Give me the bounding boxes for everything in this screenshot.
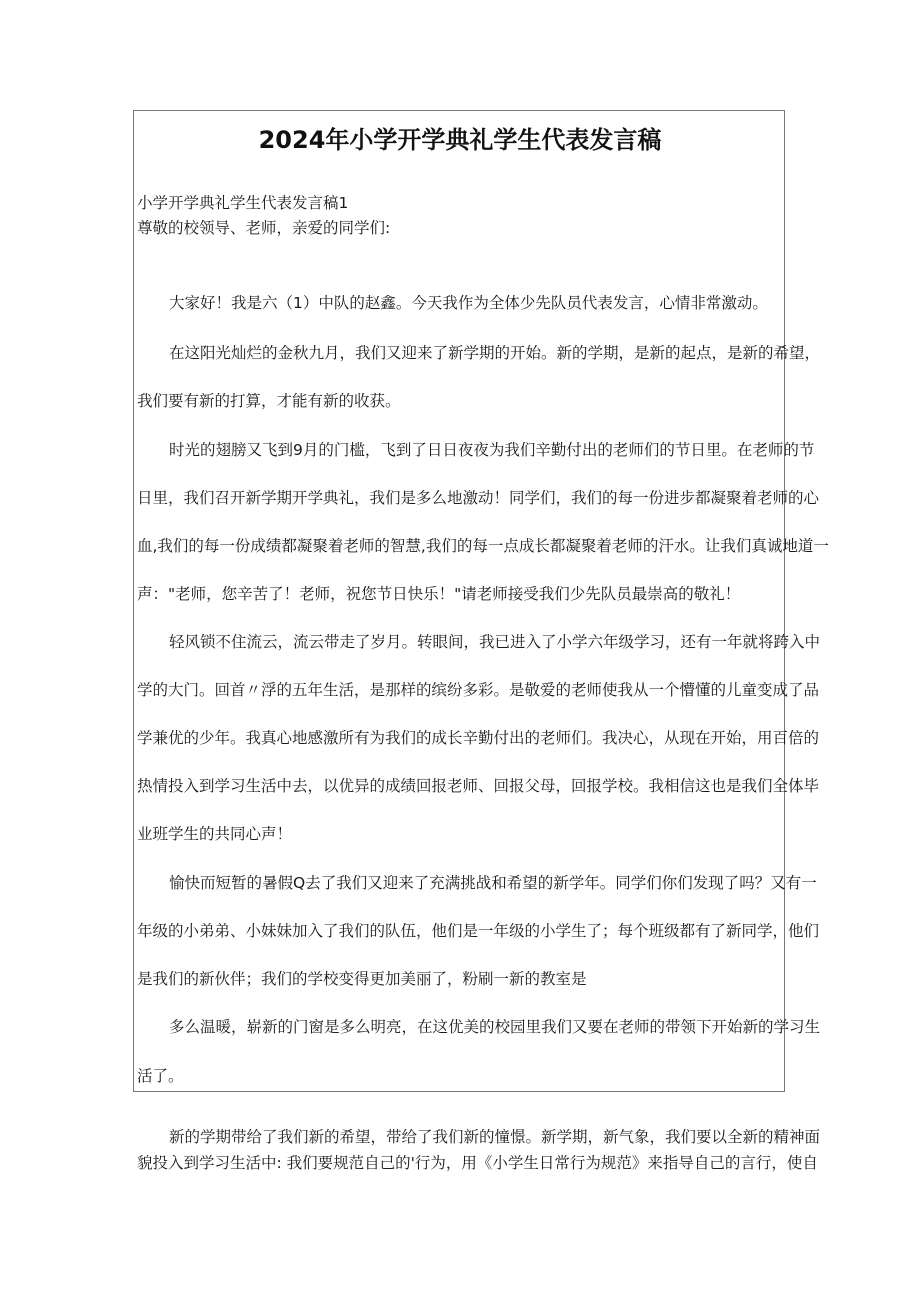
text-line: 轻风锁不住流云，流云带走了岁月。转眼间，我已进入了小学六年级学习，还有一年就将跨入中	[169, 633, 821, 651]
text-line: 热情投入到学习生活中去，以优异的成绩回报老师、回报父母，回报学校。我相信这也是我们全体毕	[137, 777, 820, 795]
footer-text-line: 貌投入到学习生活中: 我们要规范自己的'行为，用《小学生日常行为规范》来指导自己的言行，使自	[137, 1154, 818, 1172]
text-line: 大家好！我是六（1）中队的赵鑫。今天我作为全体少先队员代表发言，心情非常激动。	[169, 294, 768, 312]
document-title: 2024年小学开学典礼学生代表发言稿	[258, 126, 662, 154]
text-line: 时光的翅膀又飞到9月的门槛，飞到了日日夜夜为我们辛勤付出的老师们的节日里。在老师的节	[169, 441, 815, 459]
section-heading: 小学开学典礼学生代表发言稿1	[137, 194, 349, 212]
text-line: 活了。	[137, 1067, 184, 1085]
text-line: 日里，我们召开新学期开学典礼，我们是多么地激动！同学们，我们的每一份进步都凝聚着老师的心	[137, 489, 820, 507]
text-line: 我们要有新的打算，才能有新的收获。	[137, 392, 401, 410]
salutation: 尊敬的校领导、老师，亲爱的同学们:	[137, 219, 391, 237]
text-line: 血,我们的每一份成绩都凝聚着老师的智慧,我们的每一点成长都凝聚着老师的汗水。让我们真诚地道一	[137, 537, 829, 555]
text-line: 学的大门。回首〃浮的五年生活，是那样的缤纷多彩。是敬爱的老师使我从一个懵懂的儿童变成了品	[137, 681, 820, 699]
text-line: 业班学生的共同心声！	[137, 825, 293, 843]
text-line: 愉快而短暂的暑假Q去了我们又迎来了充满挑战和希望的新学年。同学们你们发现了吗？又有一	[169, 874, 817, 892]
text-line: 学兼优的少年。我真心地感激所有为我们的成长辛勤付出的老师们。我决心，从现在开始，用百倍的	[137, 729, 820, 747]
text-line: 在这阳光灿烂的金秋九月，我们又迎来了新学期的开始。新的学期，是新的起点，是新的希望，	[169, 344, 821, 362]
text-line: 声："老师，您辛苦了！老师，祝您节日快乐！"请老师接受我们少先队员最崇高的敬礼！	[137, 585, 741, 603]
text-line: 年级的小弟弟、小妹妹加入了我们的队伍，他们是一年级的小学生了；每个班级都有了新同学，他们	[137, 922, 820, 940]
text-line: 是我们的新伙伴；我们的学校变得更加美丽了，粉刷一新的教室是	[137, 970, 587, 988]
footer-text-line: 新的学期带给了我们新的希望，带给了我们新的憧憬。新学期，新气象，我们要以全新的精神面	[169, 1128, 821, 1146]
text-line: 多么温暖，崭新的门窗是多么明亮，在这优美的校园里我们又要在老师的带领下开始新的学习生	[169, 1018, 821, 1036]
